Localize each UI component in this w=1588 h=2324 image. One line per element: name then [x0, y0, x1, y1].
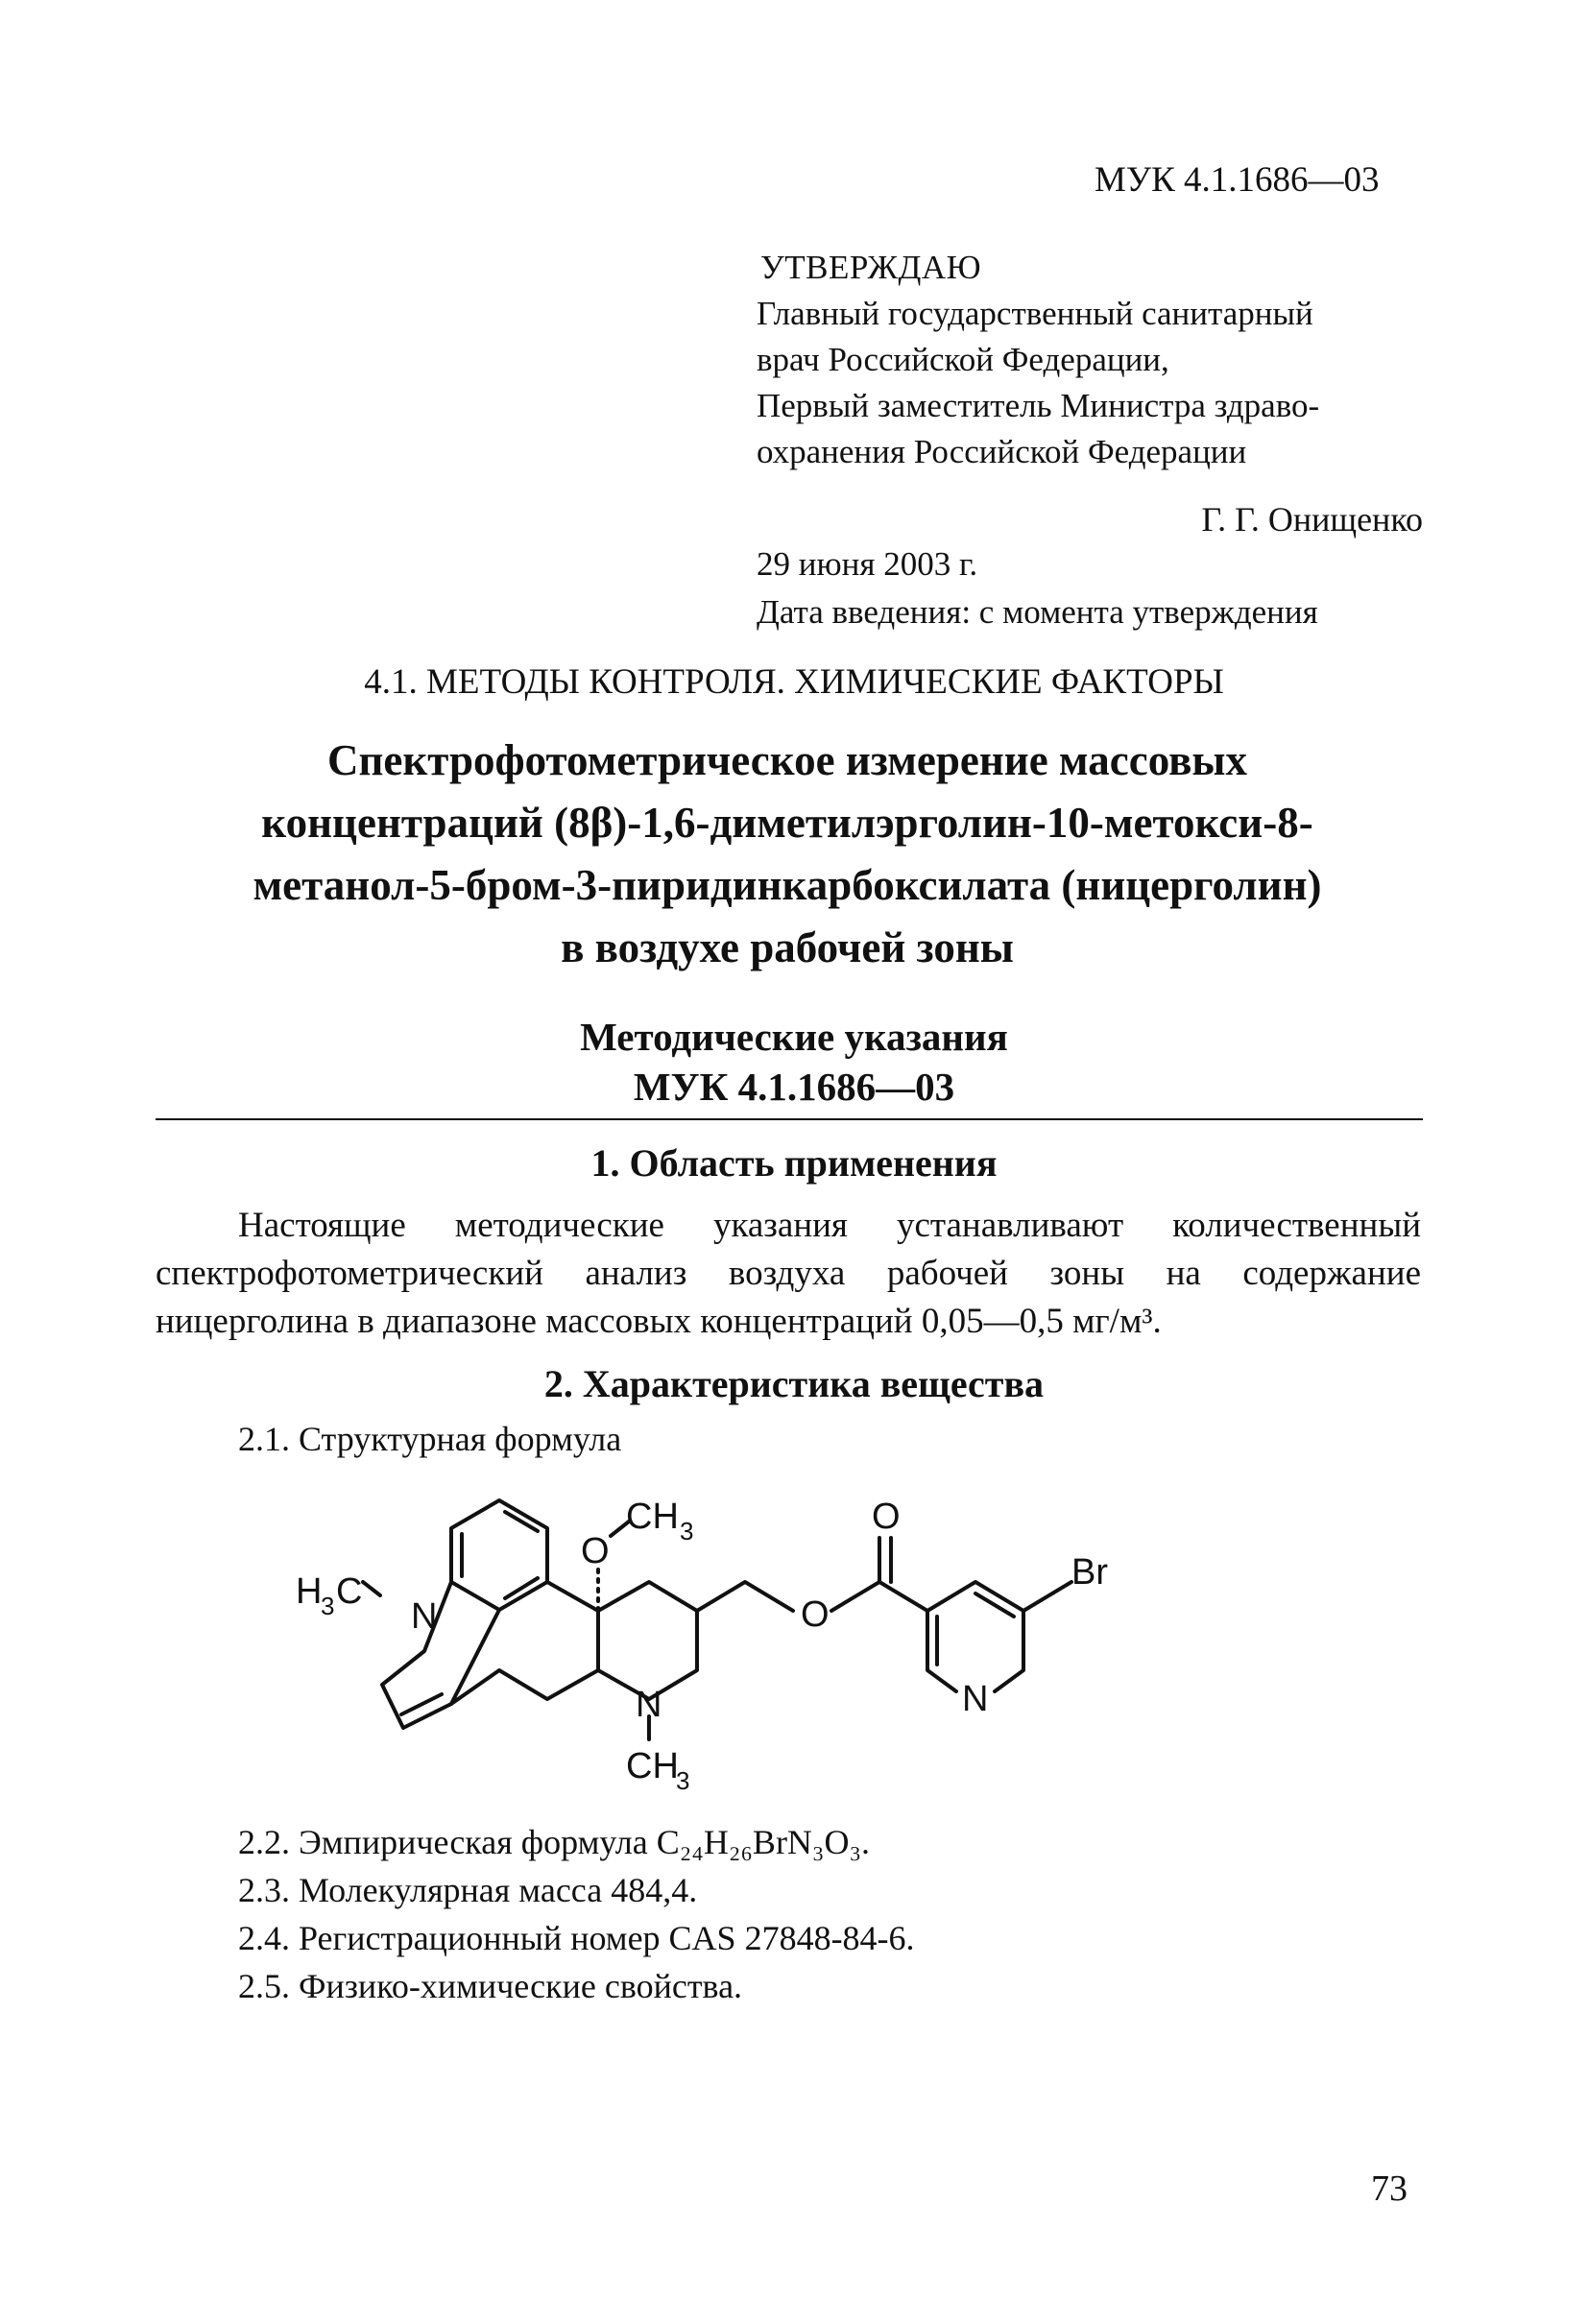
method-title	[0, 1012, 1588, 1112]
methoxy-sub-label: 3	[680, 1517, 694, 1545]
structural-formula	[288, 1469, 1191, 1805]
method-title-line: Методические указания	[580, 1015, 1008, 1059]
title-line: в воздухе рабочей зоны	[561, 923, 1014, 971]
side-chain	[697, 1582, 793, 1611]
item-2-2	[238, 1822, 870, 1862]
pyrrole-ring	[382, 1582, 499, 1728]
pyridine-double-bonds	[937, 1593, 1014, 1665]
approval-block	[757, 245, 1448, 475]
approval-title: УТВЕРЖДАЮ	[760, 249, 982, 286]
methoxy-o-label: O	[581, 1531, 610, 1571]
section-header: 4.1. МЕТОДЫ КОНТРОЛЯ. ХИМИЧЕСКИЕ ФАКТОРЫ	[364, 662, 1224, 702]
bromine-label: Br	[1071, 1552, 1108, 1593]
approval-date: 29 июня 2003 г.	[757, 545, 978, 583]
approval-line: Главный государственный санитарный	[757, 295, 1313, 332]
approval-dates	[757, 540, 1318, 636]
piperidine-ring	[598, 1582, 697, 1699]
n-methyl-h-label: H	[296, 1571, 323, 1612]
title-line: концентраций (8β)-1,6-диметилэрголин-10-метокси-8-	[261, 799, 1313, 847]
paragraph-line: спектрофотометрический анализ воздуха рабочей зоны на содержание	[156, 1254, 1421, 1293]
document-title	[154, 730, 1421, 979]
signer-name: Г. Г. Онищенко	[1201, 500, 1423, 539]
item-2-3: 2.3. Молекулярная масса 484,4.	[238, 1871, 698, 1909]
introduction-date: Дата введения: с момента утверждения	[757, 593, 1318, 631]
indole-n-label: N	[411, 1596, 438, 1637]
approval-line: охранения Российской Федерации	[757, 433, 1247, 470]
ester-o-label: O	[801, 1594, 830, 1635]
benzene-double-bonds	[462, 1512, 538, 1598]
approval-line: врач Российской Федерации,	[757, 341, 1169, 378]
item-2-1: 2.1. Структурная формула	[238, 1420, 622, 1458]
ester-chain	[831, 1582, 927, 1611]
section-2-heading: 2. Характеристика вещества	[543, 1362, 1045, 1405]
benzene-ring	[451, 1500, 547, 1610]
page-number: 73	[1371, 2168, 1408, 2209]
title-line: Спектрофотометрическое измерение массовых	[326, 736, 1248, 784]
n-methyl-sub-label: 3	[321, 1592, 335, 1620]
ring-n-ch-label: CH	[626, 1746, 679, 1786]
n-methyl-c-label: C	[336, 1571, 363, 1612]
paragraph-line: ницерголина в диапазоне массовых концентраций 0,05—0,5 мг/м³.	[156, 1302, 1162, 1341]
middle-ring	[451, 1582, 598, 1704]
title-line: метанол-5-бром-3-пиридинкарбоксилата (ницерголин)	[253, 861, 1322, 909]
item-2-2-label: 2.2. Эмпирическая формула	[238, 1823, 657, 1861]
methoxy-ch-label: CH	[626, 1497, 679, 1537]
bond-br	[1023, 1582, 1071, 1611]
section-1-paragraph	[156, 1202, 1421, 1346]
ring-n-sub-label: 3	[676, 1766, 690, 1795]
bond-nme	[363, 1582, 380, 1595]
carbonyl-o-label: O	[872, 1497, 901, 1537]
ring-n-label: N	[636, 1685, 662, 1725]
method-code: МУК 4.1.1686—03	[633, 1065, 955, 1109]
carbonyl-double-bond	[879, 1538, 891, 1582]
document-code: МУК 4.1.1686—03	[1095, 160, 1380, 200]
divider	[156, 1118, 1423, 1120]
pyridine-n-label: N	[962, 1679, 989, 1719]
section-1-heading: 1. Область применения	[590, 1141, 998, 1185]
empirical-formula: C₂₄H₂₆BrN₃O₃.	[656, 1823, 871, 1861]
approval-line: Первый заместитель Министра здраво-	[757, 387, 1320, 424]
paragraph-line: Настоящие методические указания устанавливают количественный	[238, 1206, 1421, 1245]
item-2-5: 2.5. Физико-химические свойства.	[238, 1967, 743, 2005]
pyridine-ring	[927, 1582, 1023, 1691]
item-2-4: 2.4. Регистрационный номер CAS 27848-84-6.	[238, 1919, 915, 1957]
